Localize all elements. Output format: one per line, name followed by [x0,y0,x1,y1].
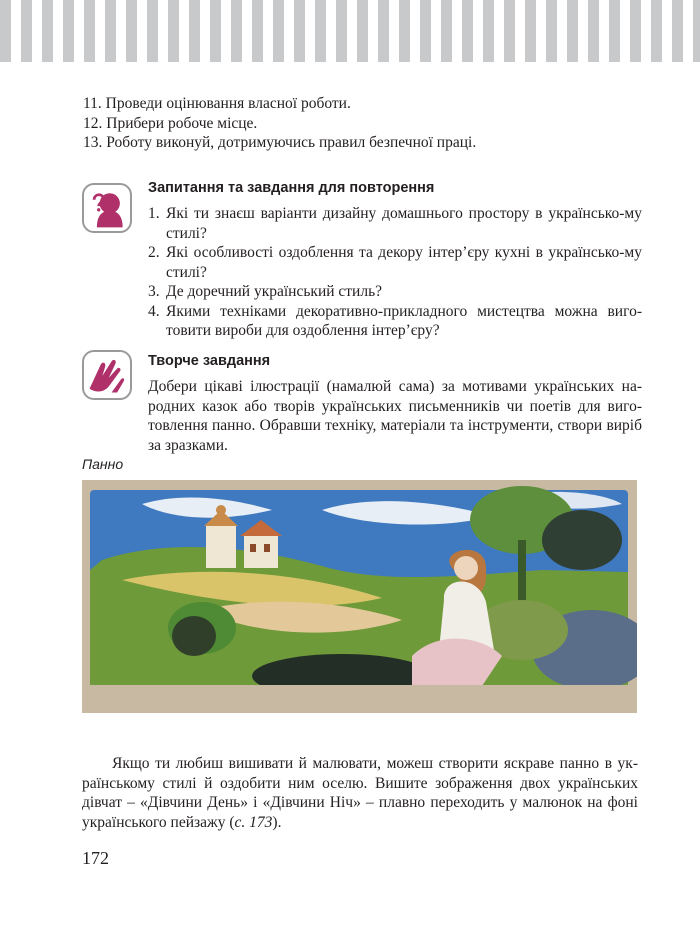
question-text: Якими техніками декоративно-прикладного мистецтва можна виго-товити вироби для оздоблення інтер’єру? [166,302,642,339]
step-11: 11. Проведи оцінювання власної роботи. [83,95,351,112]
question-number: 3. [148,283,160,300]
paragraph-end: ). [272,813,282,831]
creative-task-section [148,353,642,455]
body-paragraph [82,754,638,832]
figure-caption: Панно [82,456,124,472]
steps-list [83,94,643,153]
questions-list [148,204,642,341]
question-item [148,243,642,282]
step-13: 13. Роботу виконуй, дотримуючись правил безпечної праці. [83,134,477,151]
question-item [148,302,642,341]
top-stripe-band [0,0,700,62]
page-number: 172 [82,848,109,868]
page-reference: с. 173 [234,813,273,831]
questions-section [148,180,642,341]
step-12: 12. Прибери робоче місце. [83,114,258,132]
person-question-icon [82,183,132,233]
creative-task-text: Добери цікаві ілюстрації (намалюй сама) за мотивами українських на-родних казок або творів українських письменників чи поетів для виго-товлення панно. Обравши техніку, матеріали та інструменти, створи виріб за зразками. [148,378,642,454]
question-item [148,282,642,302]
hands-icon [82,350,132,400]
panel-artwork-image [82,480,637,713]
question-number: 2. [148,244,160,261]
question-text: Де доречний український стиль? [166,283,383,300]
questions-heading: Запитання та завдання для повторення [148,180,435,196]
question-item [148,204,642,243]
question-number: 4. [148,302,160,320]
question-text: Які ти знаєш варіанти дизайну домашнього простору в українсько-му стилі? [166,205,642,242]
paragraph-text: Якщо ти любиш вишивати й малювати, можеш створити яскраве панно в ук-раїнському стилі й оздобити ним оселю. Вишите зображення двох українських дівчат – «Дівчини День» і «Дівчини Ніч» – плавно переходить у малюнок на фоні українського пейзажу ( [82,755,638,831]
question-text: Які особливості оздоблення та декору інтер’єру кухні в українсько-му стилі? [166,244,642,281]
question-number: 1. [148,205,160,222]
creative-task-heading: Творче завдання [148,353,271,369]
